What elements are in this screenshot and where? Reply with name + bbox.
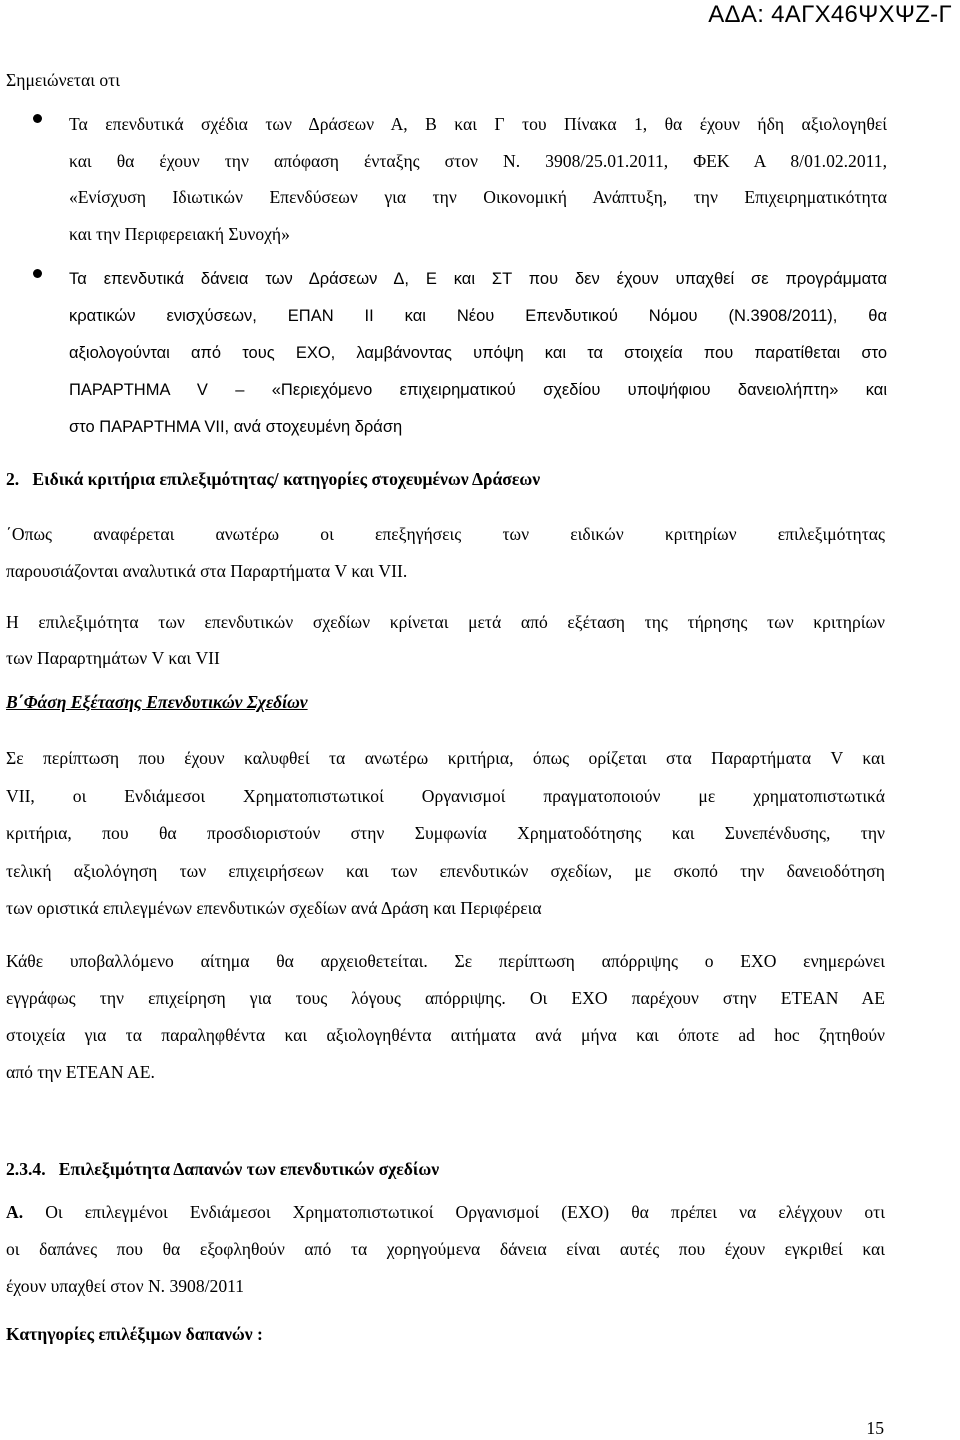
para-line: Κάθε υποβαλλόμενο αίτημα θα αρχειοθετείται. Σε περίπτωση απόρριψης ο ΕΧΟ ενημερώνει xyxy=(6,951,885,971)
bullet-1 xyxy=(69,106,887,252)
para-line: τελική αξιολόγηση των επιχειρήσεων και των επενδυτικών σχεδίων, με σκοπό την δανειοδότηση xyxy=(6,860,885,881)
para-a-label: Α. xyxy=(6,1202,24,1222)
para-a-line: Οι επιλεγμένοι Ενδιάμεσοι Χρηματοπιστωτικοί Οργανισμοί (ΕΧΟ) θα πρέπει να ελέγχουν οτι xyxy=(23,1202,885,1222)
bullet-2-dot xyxy=(33,269,42,278)
para-line: ΄Οπως αναφέρεται ανωτέρω οι επεξηγήσεις των ειδικών κριτηρίων επιλεξιμότητας xyxy=(6,524,885,544)
para-line: οι δαπάνες που θα εξοφληθούν από τα χορηγούμενα δάνεια είναι αυτές που έχουν εγκριθεί και xyxy=(6,1239,885,1259)
section-2-heading xyxy=(6,468,540,490)
para-line: από την ΕΤΕΑΝ ΑΕ. xyxy=(6,1062,155,1082)
para-line: παρουσιάζονται αναλυτικά στα Παραρτήματα V και VII. xyxy=(6,561,408,581)
bullet-2-line: ΠΑΡΑΡΤΗΜΑ V – «Περιεχόμενο επιχειρηματικού σχεδίου υποψήφιου δανειολήπτη» και xyxy=(69,381,887,399)
para-eligibility xyxy=(6,604,885,676)
para-line: των Παραρτημάτων V και VII xyxy=(6,648,220,668)
bullet-2-line: Τα επενδυτικά δάνεια των Δράσεων Δ, Ε και ΣΤ που δεν έχουν υπαχθεί σε προγράμματα xyxy=(69,270,887,288)
para-opos xyxy=(6,516,885,590)
ada-code-header: ΑΔΑ: 4ΑΓΧ46ΨΧΨΖ-Γ xyxy=(708,1,952,28)
section-234-number: 2.3.4. xyxy=(6,1159,46,1179)
page-number: 15 xyxy=(866,1418,884,1438)
section-234-title: Επιλεξιμότητα Δαπανών των επενδυτικών σχεδίων xyxy=(58,1159,440,1179)
bullet-2 xyxy=(69,261,887,446)
bullet-1-dot xyxy=(33,114,42,123)
section-2-title: Ειδικά κριτήρια επιλεξιμότητας/ κατηγορίες στοχευμένων Δράσεων xyxy=(32,469,541,489)
para-archive xyxy=(6,943,885,1091)
para-line: Σε περίπτωση που έχουν καλυφθεί τα ανωτέρω κριτήρια, όπως ορίζεται στα Παραρτήματα V και xyxy=(6,748,885,768)
bullet-2-line: κρατικών ενισχύσεων, ΕΠΑΝ ΙΙ και Νέου Επενδυτικού Νόμου (Ν.3908/2011), θα xyxy=(69,307,887,325)
para-line: έχουν υπαχθεί στον Ν. 3908/2011 xyxy=(6,1276,245,1296)
intro-text: Σημειώνεται οτι xyxy=(6,70,120,90)
para-line: των οριστικά επιλεγμένων επενδυτικών σχεδίων ανά Δράση και Περιφέρεια xyxy=(6,898,542,918)
bullet-1-line: «Ενίσχυση Ιδιωτικών Επενδύσεων για την Οικονομική Ανάπτυξη, την Επιχειρηματικότητα xyxy=(69,187,887,207)
phase-b-heading: Β΄Φάση Εξέτασης Επενδυτικών Σχεδίων xyxy=(6,692,308,712)
para-a xyxy=(6,1194,885,1305)
para-line: στοιχεία για τα παραληφθέντα και αξιολογηθέντα αιτήματα ανά μήνα και όποτε ad hoc ζητηθούν xyxy=(6,1025,885,1045)
bullet-1-line: και την Περιφερειακή Συνοχή» xyxy=(69,223,290,244)
para-line xyxy=(6,1194,885,1231)
para-line: VII, οι Ενδιάμεσοι Χρηματοπιστωτικοί Οργανισμοί πραγματοποιούν με χρηματοπιστωτικά xyxy=(6,785,885,806)
bullet-1-line: και θα έχουν την απόφαση ένταξης στον Ν. 3908/25.01.2011, ΦΕΚ Α 8/01.02.2011, xyxy=(69,150,887,171)
para-line: εγγράφως την επιχείρηση για τους λόγους απόρριψης. Οι ΕΧΟ παρέχουν στην ΕΤΕΑΝ ΑΕ xyxy=(6,988,885,1008)
section-2-number: 2. xyxy=(6,469,20,489)
bullet-2-line: στο ΠΑΡΑΡΤΗΜΑ VII, ανά στοχευμένη δράση xyxy=(69,418,403,436)
para-line: Η επιλεξιμότητα των επενδυτικών σχεδίων κρίνεται μετά από εξέταση της τήρησης των κριτηρίων xyxy=(6,612,885,632)
section-234-heading xyxy=(6,1158,439,1180)
categories-heading: Κατηγορίες επιλέξιμων δαπανών : xyxy=(6,1324,263,1344)
bullet-2-line: αξιολογούνται από τους ΕΧΟ, λαμβάνοντας υπόψη και τα στοιχεία που παρατίθεται στο xyxy=(69,344,887,362)
para-case xyxy=(6,740,885,928)
para-line: κριτήρια, που θα προσδιοριστούν στην Συμφωνία Χρηματοδότησης και Συνεπένδυσης, την xyxy=(6,823,885,843)
bullet-1-line: Τα επενδυτικά σχέδια των Δράσεων Α, Β και Γ του Πίνακα 1, θα έχουν ήδη αξιολογηθεί xyxy=(69,114,887,134)
